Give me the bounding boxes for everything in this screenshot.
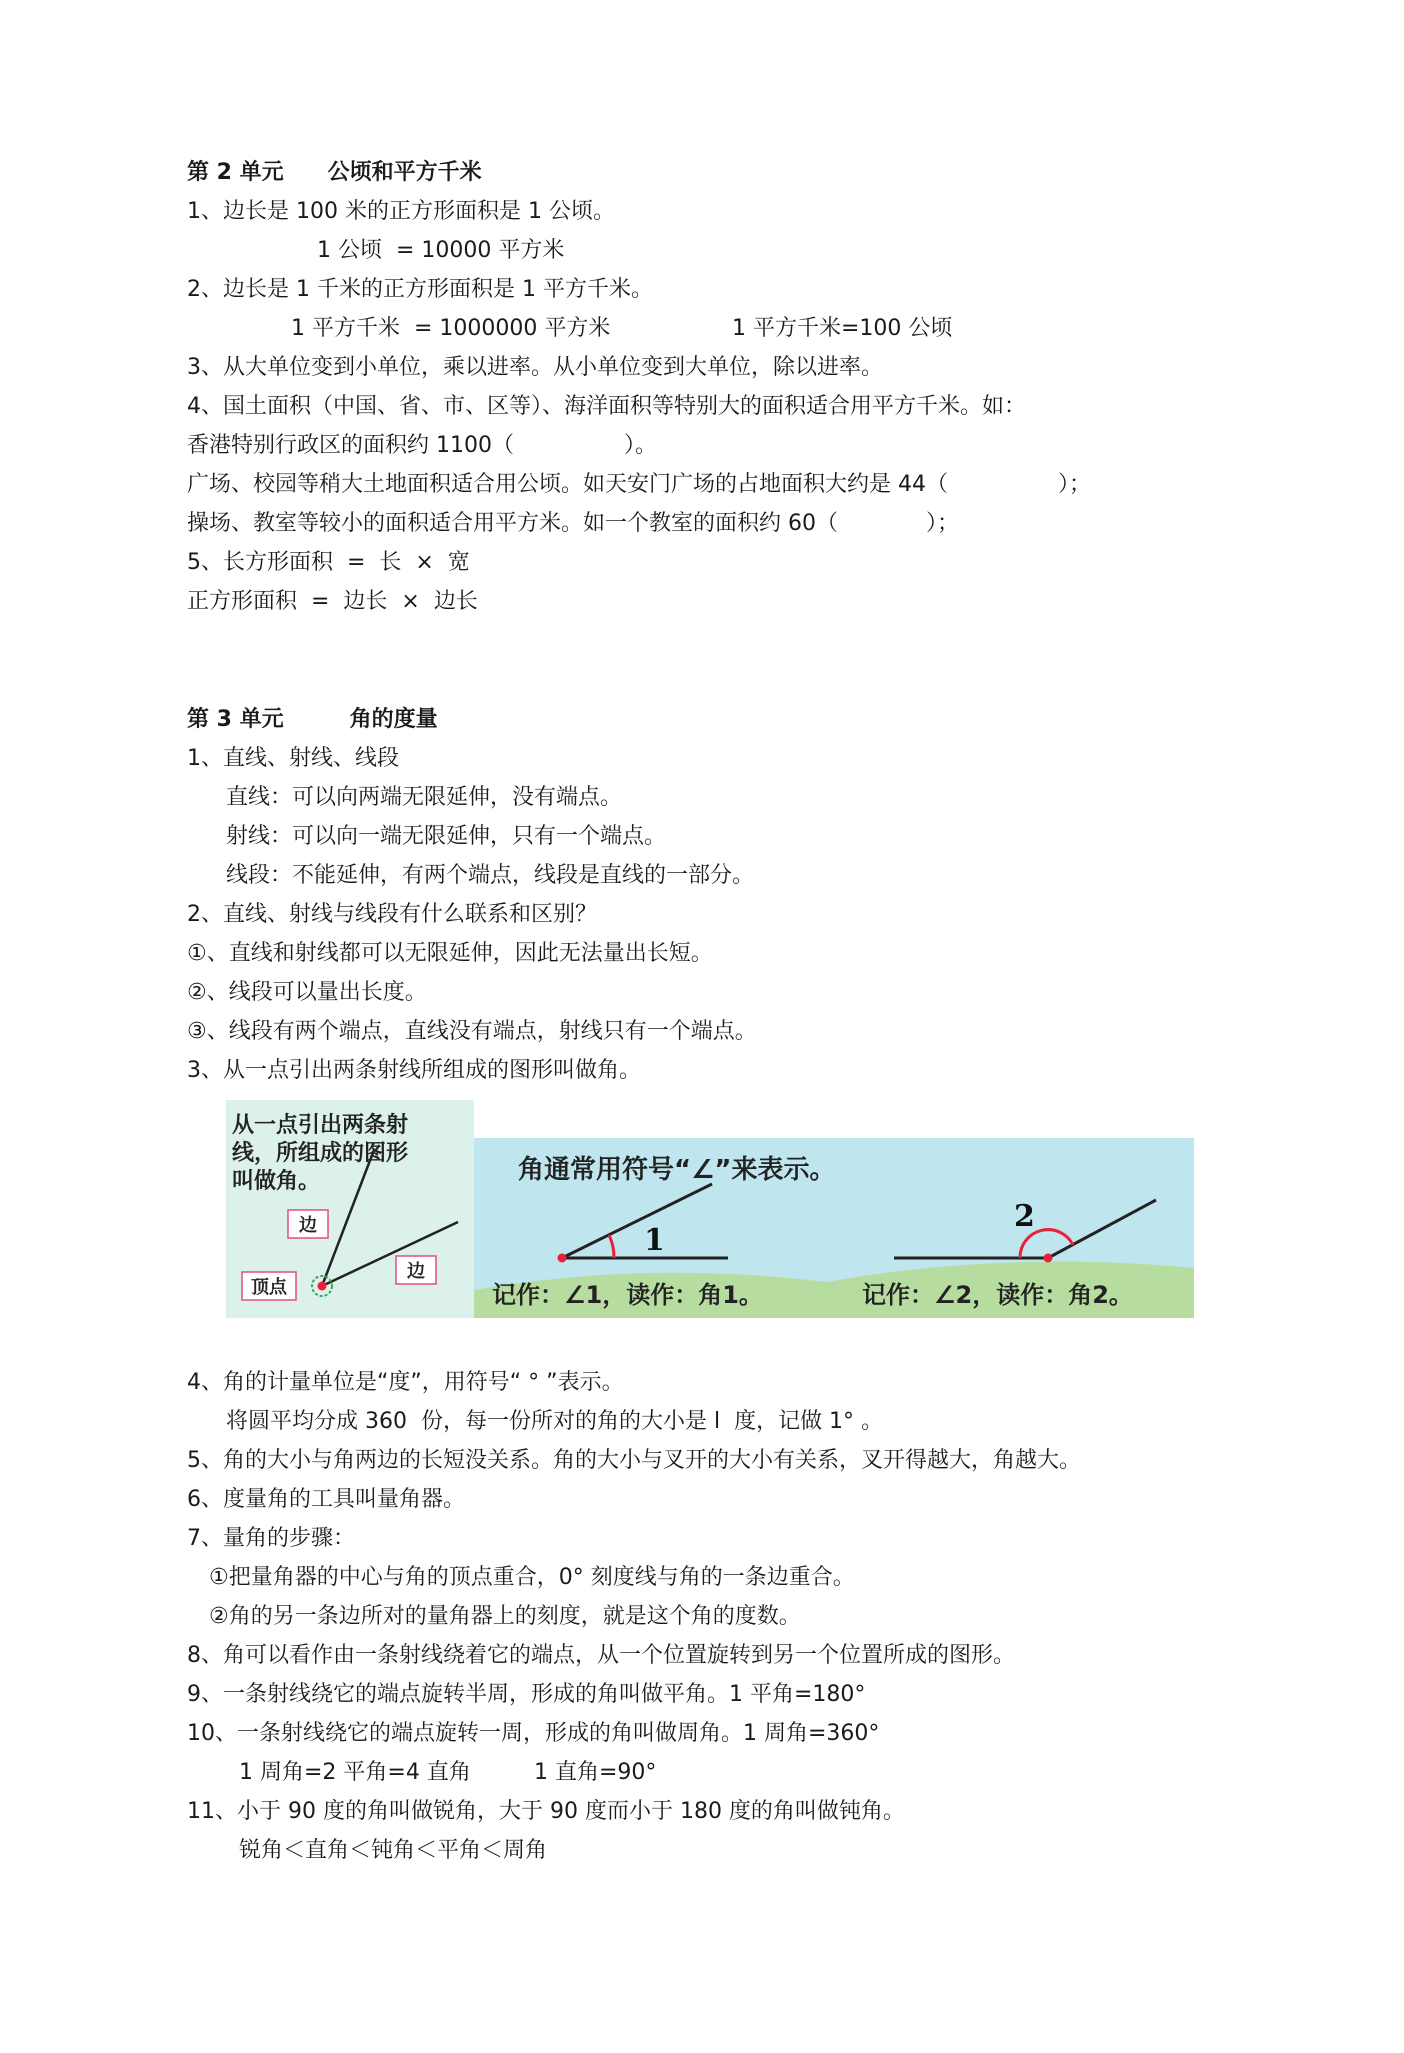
unit3-line-13: 6、度量角的工具叫量角器。	[187, 1487, 465, 1512]
notation-angle1: 记作：∠1，读作：角1。	[492, 1281, 763, 1309]
left-caption-1: 从一点引出两条射	[232, 1113, 409, 1138]
unit3-line-7: ②、线段可以量出长度。	[187, 980, 427, 1005]
unit3-line-5: 2、直线、射线与线段有什么联系和区别？	[187, 902, 597, 927]
angle1-vertex	[558, 1254, 567, 1263]
unit3-line-18: 9、一条射线绕它的端点旋转半周，形成的角叫做平角。1 平角=180°	[187, 1682, 866, 1707]
unit3-line-9: 3、从一点引出两条射线所组成的图形叫做角。	[187, 1058, 641, 1083]
left-caption-3: 叫做角。	[232, 1169, 321, 1194]
unit3-line-6: ①、直线和射线都可以无限延伸，因此无法量出长短。	[187, 941, 713, 966]
angle-illustration	[226, 1100, 1194, 1318]
unit3-line-14: 7、量角的步骤：	[187, 1526, 355, 1551]
unit3-line-19: 10、一条射线绕它的端点旋转一周，形成的角叫做周角。1 周角=360°	[187, 1721, 880, 1746]
unit2-line-4a: 1 平方千米 = 1000000 平方米	[291, 316, 611, 341]
unit2-line-1: 1、边长是 100 米的正方形面积是 1 公顷。	[187, 199, 615, 224]
unit3-line-17: 8、角可以看作由一条射线绕着它的端点，从一个位置旋转到另一个位置所成的图形。	[187, 1643, 1015, 1668]
vertex-label: 顶点	[251, 1277, 287, 1298]
unit3-line-3: 射线：可以向一端无限延伸，只有一个端点。	[226, 824, 667, 849]
unit2-line-3: 2、边长是 1 千米的正方形面积是 1 平方千米。	[187, 277, 653, 302]
unit3-line-2: 直线：可以向两端无限延伸，没有端点。	[226, 785, 623, 810]
angle1-number: 1	[644, 1223, 665, 1258]
left-caption-2: 线，所组成的图形	[232, 1141, 409, 1166]
edge-label-2: 边	[407, 1261, 425, 1282]
unit2-line-6: 4、国土面积（中国、省、市、区等）、海洋面积等特别大的面积适合用平方千米。如：	[187, 394, 1026, 419]
edge-label-1: 边	[299, 1215, 317, 1236]
unit2-line-4b: 1 平方千米=100 公顷	[732, 316, 953, 341]
unit3-line-15: ①把量角器的中心与角的顶点重合，0° 刻度线与角的一条边重合。	[209, 1565, 855, 1590]
unit2-line-10: 5、长方形面积 = 长 × 宽	[187, 550, 470, 575]
unit3-line-20a: 1 周角=2 平角=4 直角	[239, 1760, 471, 1785]
unit3-line-21: 11、小于 90 度的角叫做锐角，大于 90 度而小于 180 度的角叫做钝角。	[187, 1799, 905, 1824]
unit3-line-22: 锐角＜直角＜钝角＜平角＜周角	[239, 1838, 548, 1863]
vertex-dot	[318, 1282, 327, 1291]
unit3-line-8: ③、线段有两个端点，直线没有端点，射线只有一个端点。	[187, 1019, 757, 1044]
unit3-line-12: 5、角的大小与角两边的长短没关系。角的大小与叉开的大小有关系，叉开得越大，角越大。	[187, 1448, 1082, 1473]
angle2-number: 2	[1014, 1199, 1035, 1234]
unit3-line-4: 线段：不能延伸，有两个端点，线段是直线的一部分。	[226, 863, 755, 888]
unit2-line-7: 香港特别行政区的面积约 1100（ ）。	[187, 433, 657, 458]
unit2-line-8: 广场、校园等稍大土地面积适合用公顷。如天安门广场的占地面积大约是 44（ ）；	[187, 472, 1091, 497]
unit3-line-20b: 1 直角=90°	[534, 1760, 657, 1785]
unit3-line-10: 4、角的计量单位是“度”，用符号“ ° ”表示。	[187, 1370, 624, 1395]
unit3-line-1: 1、直线、射线、线段	[187, 746, 399, 771]
notation-angle2: 记作：∠2，读作：角2。	[862, 1281, 1133, 1309]
unit3-line-11: 将圆平均分成 360 份，每一份所对的角的大小是 l 度，记做 1° 。	[226, 1409, 884, 1434]
symbol-caption: 角通常用符号“∠”来表示。	[518, 1155, 836, 1185]
unit2-line-2: 1 公顷 = 10000 平方米	[317, 238, 565, 263]
unit2-line-5: 3、从大单位变到小单位，乘以进率。从小单位变到大单位，除以进率。	[187, 355, 883, 380]
unit2-line-9: 操场、教室等较小的面积适合用平方米。如一个教室的面积约 60（ ）；	[187, 511, 959, 536]
angle2-vertex	[1044, 1254, 1053, 1263]
unit3-line-16: ②角的另一条边所对的量角器上的刻度，就是这个角的度数。	[209, 1604, 801, 1629]
unit3-title: 第 3 单元 角的度量	[187, 707, 438, 732]
unit2-line-11: 正方形面积 = 边长 × 边长	[187, 589, 478, 614]
unit2-title: 第 2 单元 公顷和平方千米	[187, 160, 482, 185]
